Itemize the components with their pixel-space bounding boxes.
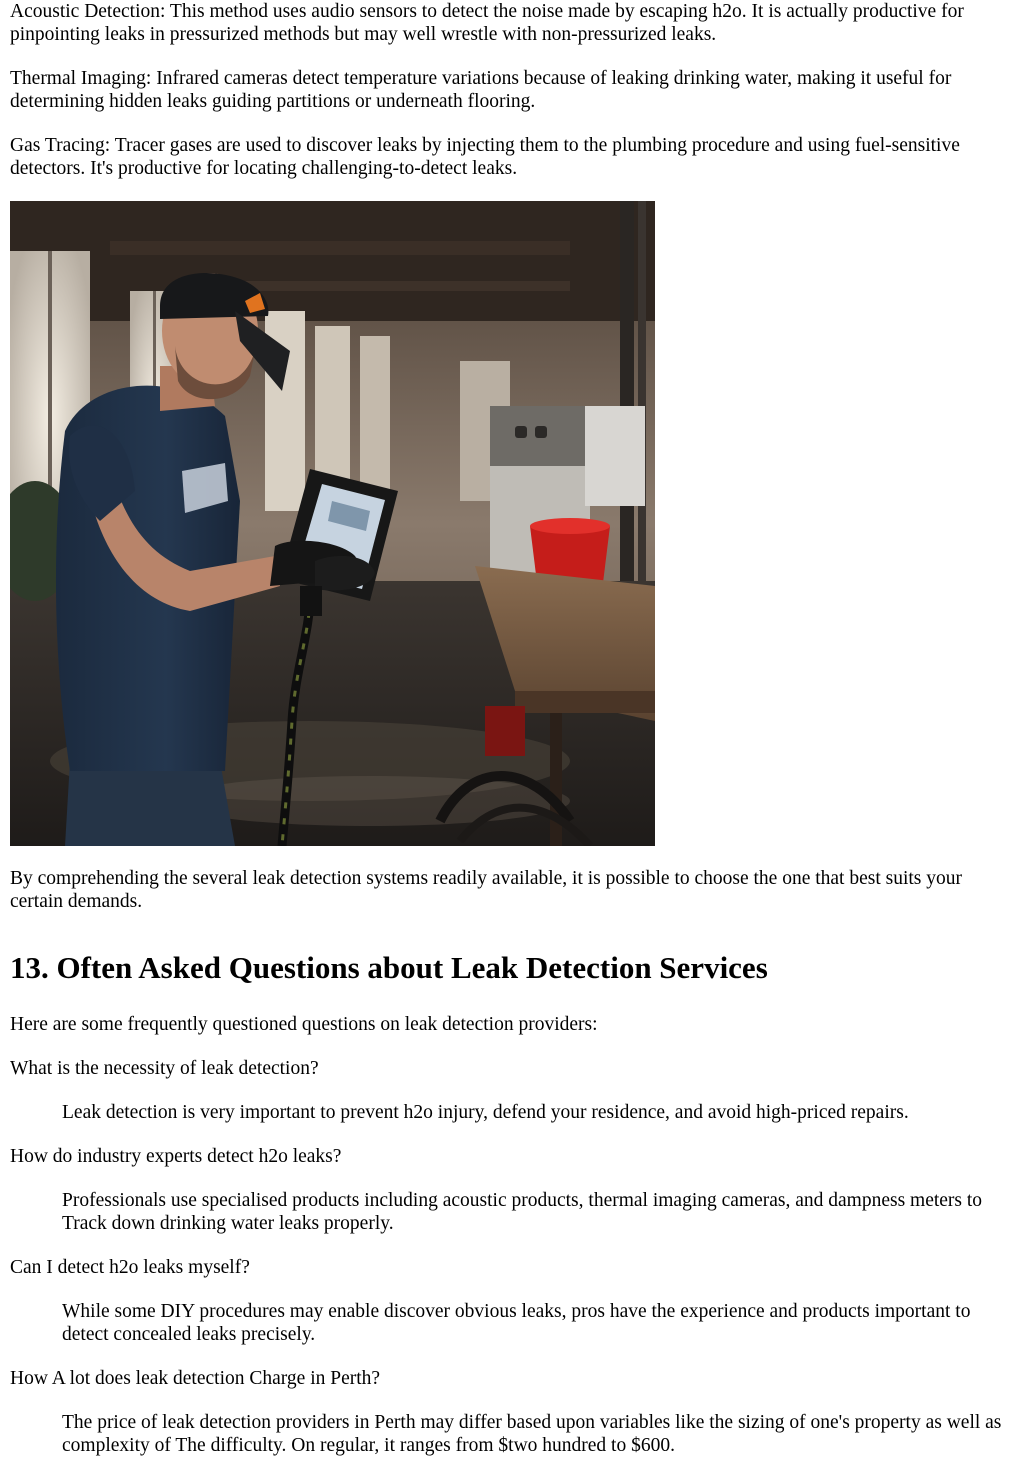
technician-leak-detection-photo	[10, 201, 655, 846]
faq-question: How A lot does leak detection Charge in Perth?	[10, 1368, 381, 1389]
section-heading: 13. Often Asked Questions about Leak Detection Services	[10, 950, 768, 985]
faq-question: What is the necessity of leak detection?	[10, 1058, 319, 1079]
faq-answer: Leak detection is very important to prevent h2o injury, defend your residence, and avoid high-priced repairs.	[62, 1102, 909, 1123]
faq-answer: The price of leak detection providers in Perth may differ based upon variables like the sizing of one's property as well as complexity of The difficulty. On regular, it ranges from $two hundred to $600.	[62, 1412, 1002, 1456]
faq-question: Can I detect h2o leaks myself?	[10, 1257, 250, 1278]
section-intro: Here are some frequently questioned questions on leak detection providers:	[10, 1014, 598, 1035]
paragraph-acoustic-detection: Acoustic Detection: This method uses audio sensors to detect the noise made by escaping h2o. It is actually productive for pinpointing leaks in pressurized methods but may well wrestle with non-pressurized leaks.	[10, 1, 964, 45]
photo-illustration	[10, 201, 655, 846]
faq-list	[10, 1057, 1014, 1457]
paragraph-gas-tracing: Gas Tracing: Tracer gases are used to discover leaks by injecting them to the plumbing procedure and using fuel-sensitive detectors. It's productive for locating challenging-to-detect leaks.	[10, 135, 960, 179]
faq-question: How do industry experts detect h2o leaks?	[10, 1146, 342, 1167]
paragraph-summary: By comprehending the several leak detection systems readily available, it is possible to choose the one that best suits your certain demands.	[10, 868, 963, 912]
faq-answer: Professionals use specialised products including acoustic products, thermal imaging cameras, and dampness meters to Track down drinking water leaks properly.	[62, 1190, 983, 1234]
faq-answer: While some DIY procedures may enable discover obvious leaks, pros have the experience and products important to detect concealed leaks precisely.	[62, 1301, 971, 1345]
paragraph-thermal-imaging: Thermal Imaging: Infrared cameras detect temperature variations because of leaking drinking water, making it useful for determining hidden leaks guiding partitions or underneath flooring.	[10, 68, 952, 112]
